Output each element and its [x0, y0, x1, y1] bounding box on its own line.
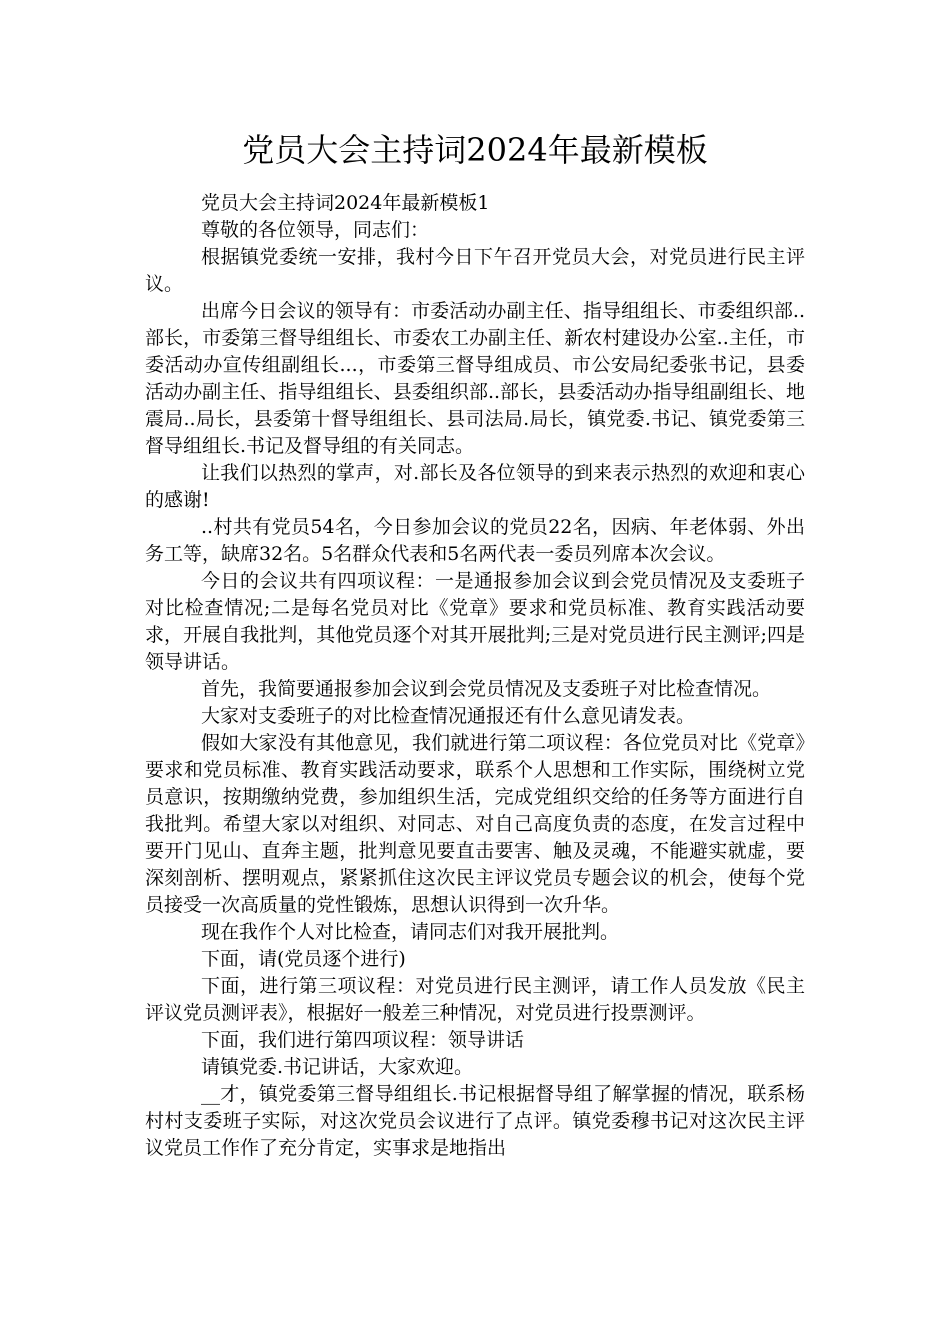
- paragraph: 出席今日会议的领导有：市委活动办副主任、指导组组长、市委组织部..部长，市委第三督导组组长、市委农工办副主任、新农村建设办公室..主任，市委活动办宣传组副组长...，市委第三督导组成员、市公安局纪委张书记，县委活动办副主任、指导组组长、县委组织部..部长，县委活动办指导组副组长、地震局..局长，县委第十督导组组长、县司法局.局长，镇党委.书记、镇党委第三督导组组长.书记及督导组的有关同志。: [145, 300, 805, 457]
- paragraph: 假如大家没有其他意见，我们就进行第二项议程：各位党员对比《党章》要求和党员标准、教育实践活动要求，联系个人思想和工作实际，围绕树立党员意识，按期缴纳党费，参加组织生活，完成党组织交给的任务等方面进行自我批判。希望大家以对组织、对同志、对自己高度负责的态度，在发言过程中要开门见山、直奔主题，批判意见要直击要害、触及灵魂，不能避实就虚，要深刻剖析、摆明观点，紧紧抓住这次民主评议党员专题会议的机会，使每个党员接受一次高质量的党性锻炼，思想认识得到一次升华。: [145, 732, 805, 916]
- paragraph: 请镇党委.书记讲话，大家欢迎。: [201, 1056, 474, 1078]
- paragraph: 让我们以热烈的掌声，对.部长及各位领导的到来表示热烈的欢迎和衷心的感谢!: [145, 462, 805, 511]
- paragraph: 下面，请(党员逐个进行): [201, 948, 406, 970]
- paragraph-subtitle: 党员大会主持词2024年最新模板1: [201, 192, 490, 214]
- paragraph: 下面，我们进行第四项议程：领导讲话: [201, 1029, 525, 1051]
- paragraph: 大家对支委班子的对比检查情况通报还有什么意见请发表。: [201, 705, 696, 727]
- paragraph: __才，镇党委第三督导组组长.书记根据督导组了解掌握的情况，联系杨村村支委班子实际，对这次党员会议进行了点评。镇党委穆书记对这次民主评议党员工作作了充分肯定，实事求是地指出: [145, 1083, 805, 1159]
- document-page: [145, 128, 805, 1162]
- paragraph: 现在我作个人对比检查，请同志们对我开展批判。: [201, 921, 620, 943]
- paragraph: 今日的会议共有四项议程：一是通报参加会议到会党员情况及支委班子对比检查情况;二是每名党员对比《党章》要求和党员标准、教育实践活动要求，开展自我批判，其他党员逐个对其开展批判;三是对党员进行民主测评;四是领导讲话。: [145, 570, 805, 673]
- document-body: [145, 190, 805, 1162]
- paragraph: 首先，我简要通报参加会议到会党员情况及支委班子对比检查情况。: [201, 678, 772, 700]
- paragraph: 下面，进行第三项议程：对党员进行民主测评，请工作人员发放《民主评议党员测评表》，根据好一般差三种情况，对党员进行投票测评。: [145, 975, 805, 1024]
- paragraph: 根据镇党委统一安排，我村今日下午召开党员大会，对党员进行民主评议。: [145, 246, 805, 295]
- paragraph-greeting: 尊敬的各位领导，同志们：: [201, 219, 430, 241]
- document-title: 党员大会主持词2024年最新模板: [242, 131, 708, 169]
- paragraph: ..村共有党员54名，今日参加会议的党员22名，因病、年老体弱、外出务工等，缺席32名。5名群众代表和5名两代表一委员列席本次会议。: [145, 516, 805, 565]
